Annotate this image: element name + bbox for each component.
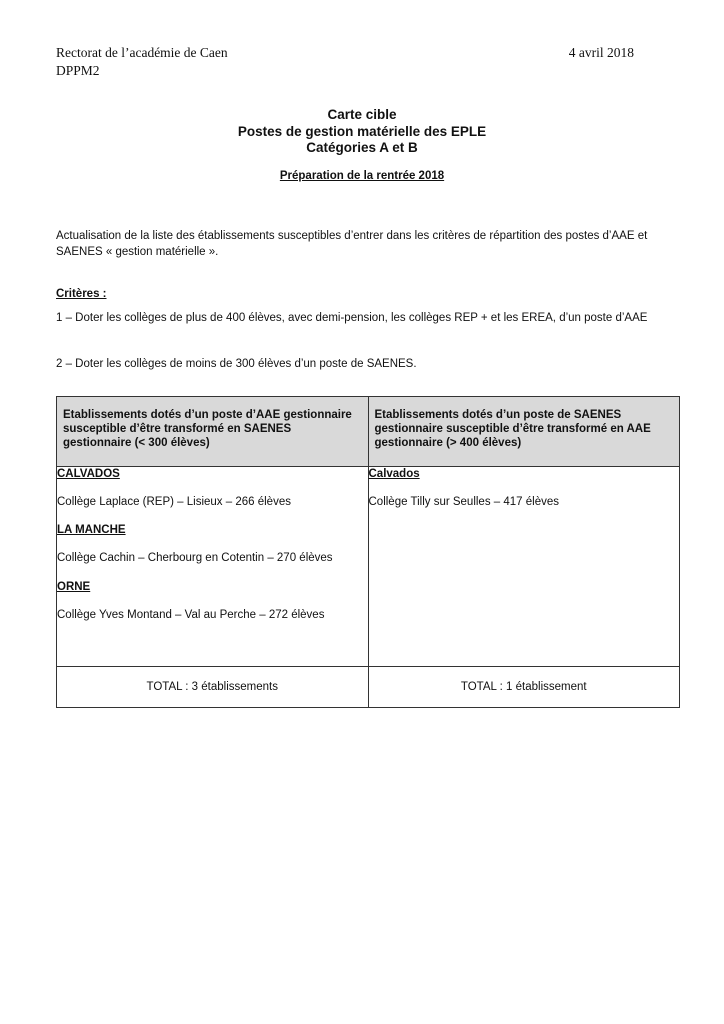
establishments-table	[56, 396, 680, 708]
document-title	[0, 107, 724, 157]
title-line-2: Postes de gestion matérielle des EPLE	[237, 123, 487, 139]
title-line-1: Carte cible	[327, 107, 397, 122]
criterion-1: 1 – Doter les collèges de plus de 400 élèves, avec demi-pension, les collèges REP + et les EREA, d’un poste d’AAE	[56, 312, 648, 324]
left-column-body	[57, 467, 369, 667]
dept-heading: ORNE	[57, 581, 91, 593]
college-entry: Collège Tilly sur Seulles – 417 élèves	[368, 496, 559, 508]
table-header-row	[57, 397, 680, 467]
college-entry: Collège Cachin – Cherbourg en Cotentin – 270 élèves	[57, 552, 333, 564]
right-total: TOTAL : 1 établissement	[368, 667, 680, 708]
org-department: DPPM2	[56, 63, 100, 78]
intro-paragraph: Actualisation de la liste des établissements susceptibles d’entrer dans les critères de répartition des postes d’AAE et SAENES « gestion matérielle ».	[56, 230, 648, 258]
table-body-row	[57, 467, 680, 667]
criterion-2: 2 – Doter les collèges de moins de 300 élèves d’un poste de SAENES.	[56, 358, 417, 370]
college-entry: Collège Yves Montand – Val au Perche – 272 élèves	[57, 609, 325, 621]
org-name: Rectorat de l’académie de Caen	[56, 45, 228, 60]
dept-heading: Calvados	[368, 468, 420, 480]
document-subtitle: Préparation de la rentrée 2018	[279, 170, 445, 182]
dept-heading: CALVADOS	[57, 468, 120, 480]
criteria-heading: Critères :	[56, 288, 107, 300]
college-entry: Collège Laplace (REP) – Lisieux – 266 élèves	[57, 496, 291, 508]
table-total-row	[57, 667, 680, 708]
dept-heading: LA MANCHE	[57, 524, 126, 536]
right-column-body	[368, 467, 680, 667]
left-column-header: Etablissements dotés d’un poste d’AAE gestionnaire susceptible d’être transformé en SAENES gestionnaire (< 300 élèves)	[57, 397, 369, 467]
right-column-header: Etablissements dotés d’un poste de SAENES gestionnaire susceptible d’être transformé en AAE gestionnaire (> 400 élèves)	[368, 397, 680, 467]
document-date: 4 avril 2018	[568, 45, 634, 60]
title-line-3: Catégories A et B	[306, 140, 418, 155]
letterhead	[56, 44, 228, 80]
left-total: TOTAL : 3 établissements	[57, 667, 369, 708]
